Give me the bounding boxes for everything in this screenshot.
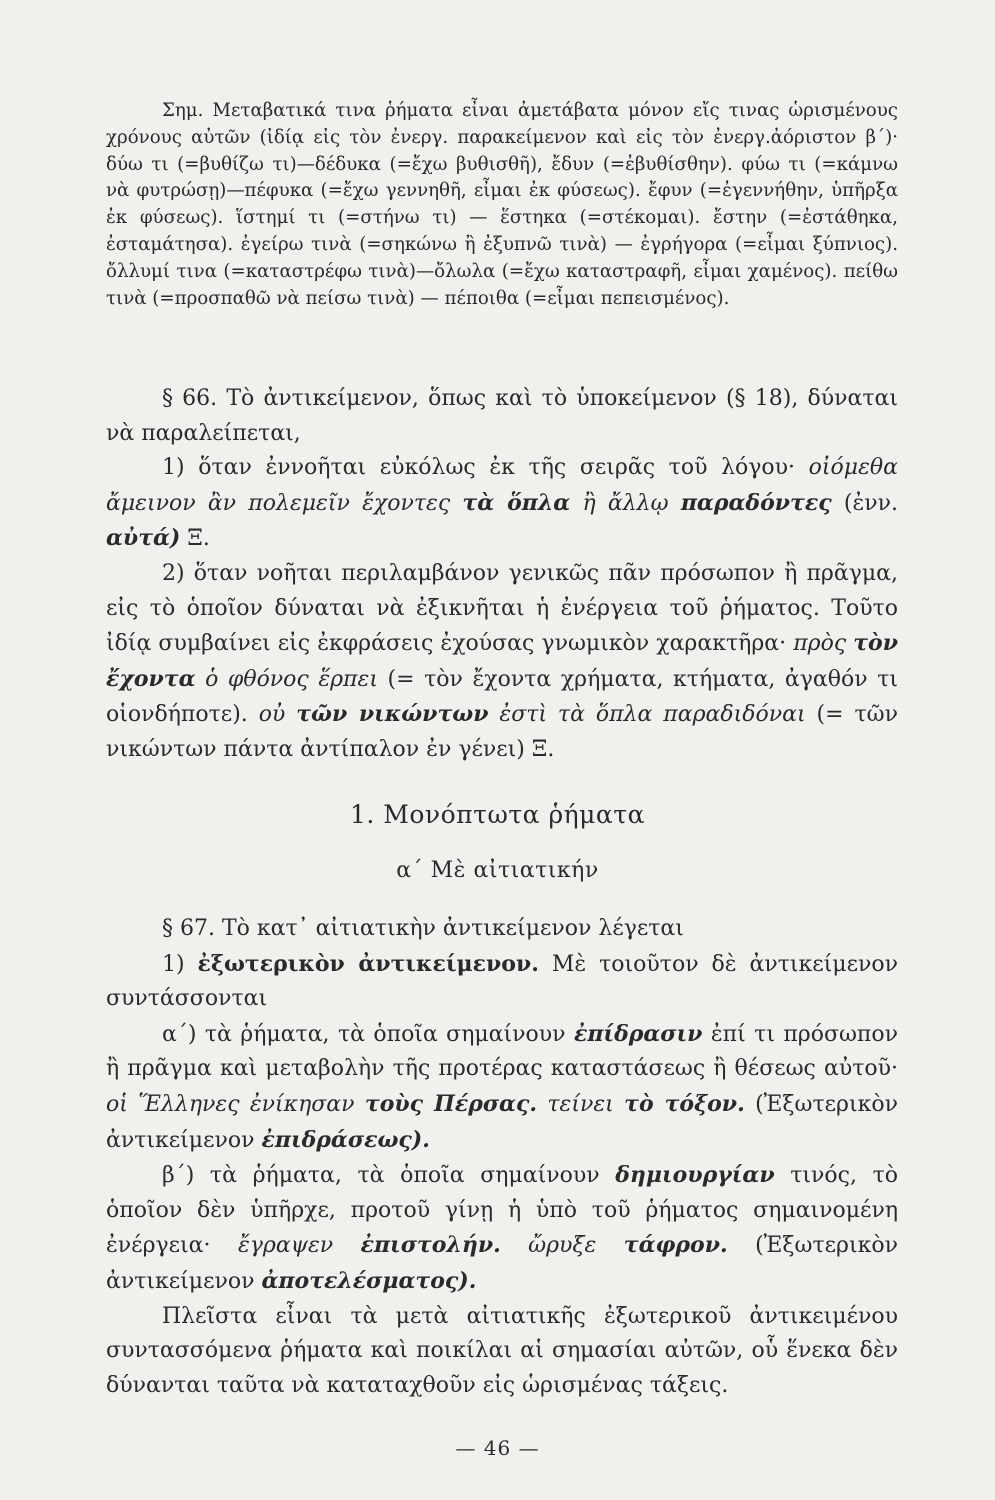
footnote-remark — [106, 98, 898, 312]
section-66 — [106, 382, 898, 768]
section-67-item-b: β΄) τὰ ῥήματα, τὰ ὁποῖα σημαίνουν δημιουργίαν τινός, τὸ ὁποῖον δὲν ὑπῆρχε, προτοῦ γίνῃ ἡ ὑπὸ τοῦ ῥήματος σημαινομένη ἐνέργεια· ἔγραψεν ἐπιστολήν. ὤρυξε τάφρον. (Ἐξωτερικὸν ἀντικείμενον ἀποτελέσματος). — [106, 1162, 899, 1294]
section-66-item-1: 1) ὅταν ἐννοῆται εὐκόλως ἐκ τῆς σειρᾶς τοῦ λόγου· οἰόμεθα ἄμεινον ἂν πολεμεῖν ἔχοντες τὰ ὅπλα ἢ ἄλλῳ παραδόντες (ἐνν. αὐτά) Ξ. — [106, 455, 898, 552]
section-66-intro: § 66. Τὸ ἀντικείμενον, ὅπως καὶ τὸ ὑποκείμενον (§ 18), δύναται νὰ παραλείπεται, — [106, 386, 898, 446]
section-67 — [106, 912, 898, 1403]
section-66-item-2: 2) ὅταν νοῆται περιλαμβάνον γενικῶς πᾶν πρόσωπον ἢ πρᾶγμα, εἰς τὸ ὁποῖον δύναται νὰ ἐξικνῆται ἡ ἐνέργεια τοῦ ῥήματος. Τοῦτο ἰδίᾳ συμβαίνει εἰς ἐκφράσεις ἐχούσας γνωμικὸν χαρακτῆρα· πρὸς τὸν ἔχοντα ὁ φθόνος ἕρπει (= τὸν ἔχοντα χρήματα, κτήματα, ἀγαθόν τι οἱονδήποτε). οὐ τῶν νικώντων ἐστὶ τὰ ὅπλα παραδιδόναι (= τῶν νικώντων πάντα ἀντίπαλον ἐν γένει) Ξ. — [106, 560, 898, 762]
section-67-item-1: 1) ἐξωτερικὸν ἀντικείμενον. Μὲ τοιοῦτον δὲ ἀντικείμενον συντάσσονται — [106, 950, 898, 1012]
section-67-item-a: α΄) τὰ ῥήματα, τὰ ὁποῖα σημαίνουν ἐπίδρασιν ἐπί τι πρόσωπον ἢ πρᾶγμα καὶ μεταβολὴν τῆς προτέρας καταστάσεως ἢ θέσεως αὐτοῦ· οἱ Ἕλληνες ἐνίκησαν τοὺς Πέρσας. τείνει τὸ τόξον. (Ἐξωτερικὸν ἀντικείμενον ἐπιδράσεως). — [106, 1020, 899, 1153]
section-67-intro: § 67. Τὸ κατ᾿ αἰτιατικὴν ἀντικείμενον λέγεται — [162, 916, 684, 941]
chapter-heading: 1. Μονόπτωτα ῥήματα — [349, 800, 646, 829]
subchapter-heading: α΄ Μὲ αἰτιατικήν — [396, 858, 599, 883]
remark-text: Σημ. Μεταβατικά τινα ῥήματα εἶναι ἀμετάβατα μόνον εἴς τινας ὡρισμένους χρόνους αὐτῶν (ἰδίᾳ εἰς τὸν ἐνεργ. παρακείμενον καὶ εἰς τὸν ἐνεργ.ἀόριστον β΄)· δύω τι (=βυθίζω τι)—δέδυκα (=ἔχω βυθισθῆ), ἔδυν (=ἐβυθίσθην). φύω τι (=κάμνω νὰ φυτρώσῃ)—πέφυκα (=ἔχω γεννηθῆ, εἶμαι ἐκ φύσεως). ἔφυν (=ἐγεννήθην, ὑπῆρξα ἐκ φύσεως). ἵστημί τι (=στήνω τι) — ἕστηκα (=στέκομαι). ἔστην (=ἐστάθηκα, ἐσταμάτησα). ἐγείρω τινὰ (=σηκώνω ἢ ἐξυπνῶ τινὰ) — ἐγρήγορα (=εἶμαι ξύπνιος). ὄλλυμί τινα (=καταστρέφω τινὰ)—ὄλωλα (=ἔχω καταστραφῆ, εἶμαι χαμένος). πείθω τινὰ (=προσπαθῶ νὰ πείσω τινὰ) — πέποιθα (=εἶμαι πεπεισμένος). — [106, 100, 898, 309]
section-67-closing: Πλεῖστα εἶναι τὰ μετὰ αἰτιατικῆς ἐξωτερικοῦ ἀντικειμένου συντασσόμενα ῥήματα καὶ ποικίλαι αἱ σημασίαι αὐτῶν, οὗ ἕνεκα δὲν δύνανται ταῦτα νὰ καταταχθοῦν εἰς ὡρισμένας τάξεις. — [106, 1303, 898, 1398]
page-number: — 46 — — [455, 1436, 540, 1460]
